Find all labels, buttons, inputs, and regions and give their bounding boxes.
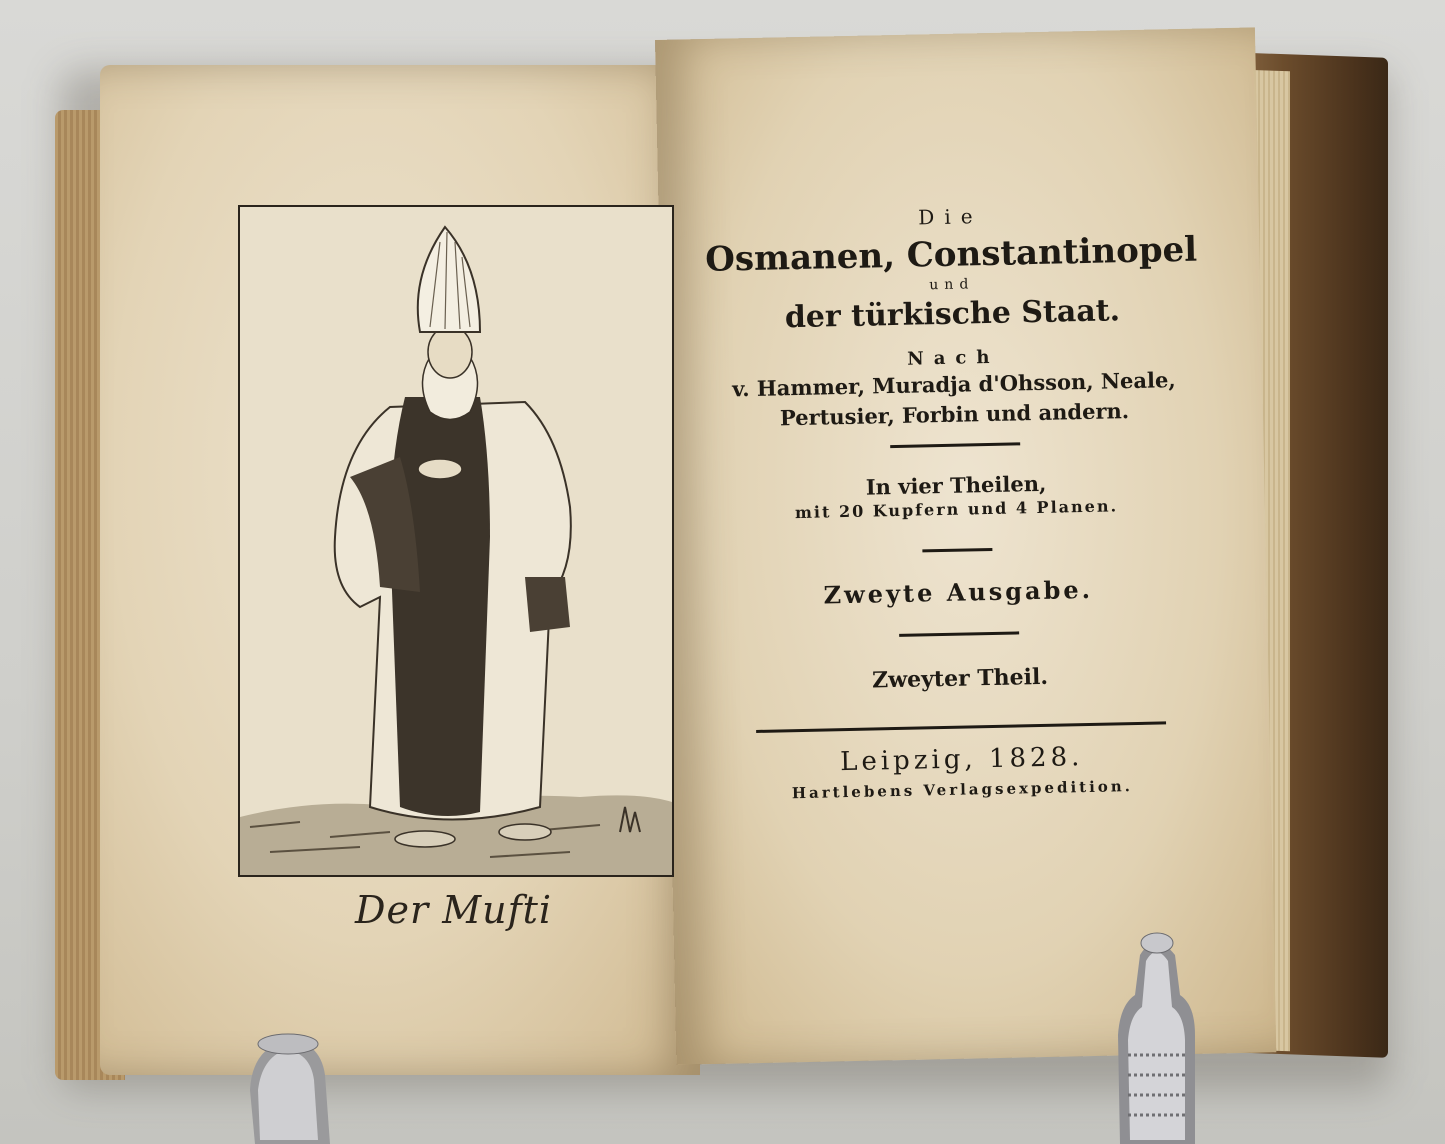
- divider-rule: [922, 548, 992, 552]
- frontispiece-engraving: [238, 205, 674, 877]
- authors-line-2: Pertusier, Forbin und andern.: [779, 398, 1130, 431]
- page-holder-right: [1100, 925, 1210, 1144]
- book-subtitle: der türkische Staat.: [784, 293, 1121, 336]
- divider-rule: [756, 721, 1166, 733]
- imprint-publisher: Hartlebens Verlagsexpedition.: [791, 776, 1134, 802]
- divider-rule: [890, 442, 1020, 448]
- divider-rule: [899, 631, 1019, 637]
- title-line-nach: Nach: [907, 346, 1000, 370]
- edition-line: Zweyte Ausgabe.: [823, 574, 1094, 610]
- imprint-place-year: Leipzig, 1828.: [839, 741, 1084, 777]
- volume-line: Zweyter Theil.: [871, 663, 1049, 694]
- mufti-illustration: [240, 207, 672, 875]
- parts-line-2: mit 20 Kupfern und 4 Planen.: [794, 496, 1119, 522]
- plate-caption: Der Mufti: [355, 888, 553, 932]
- title-line-die: Die: [918, 204, 983, 230]
- parts-line-1: In vier Theilen,: [865, 470, 1047, 500]
- book-title: Osmanen, Constantinopel: [704, 229, 1198, 280]
- page-holder-left: [240, 1030, 350, 1144]
- title-line-und: und: [929, 276, 975, 294]
- authors-line-1: v. Hammer, Muradja d'Ohsson, Neale,: [731, 367, 1176, 402]
- title-page-text: [700, 190, 1213, 804]
